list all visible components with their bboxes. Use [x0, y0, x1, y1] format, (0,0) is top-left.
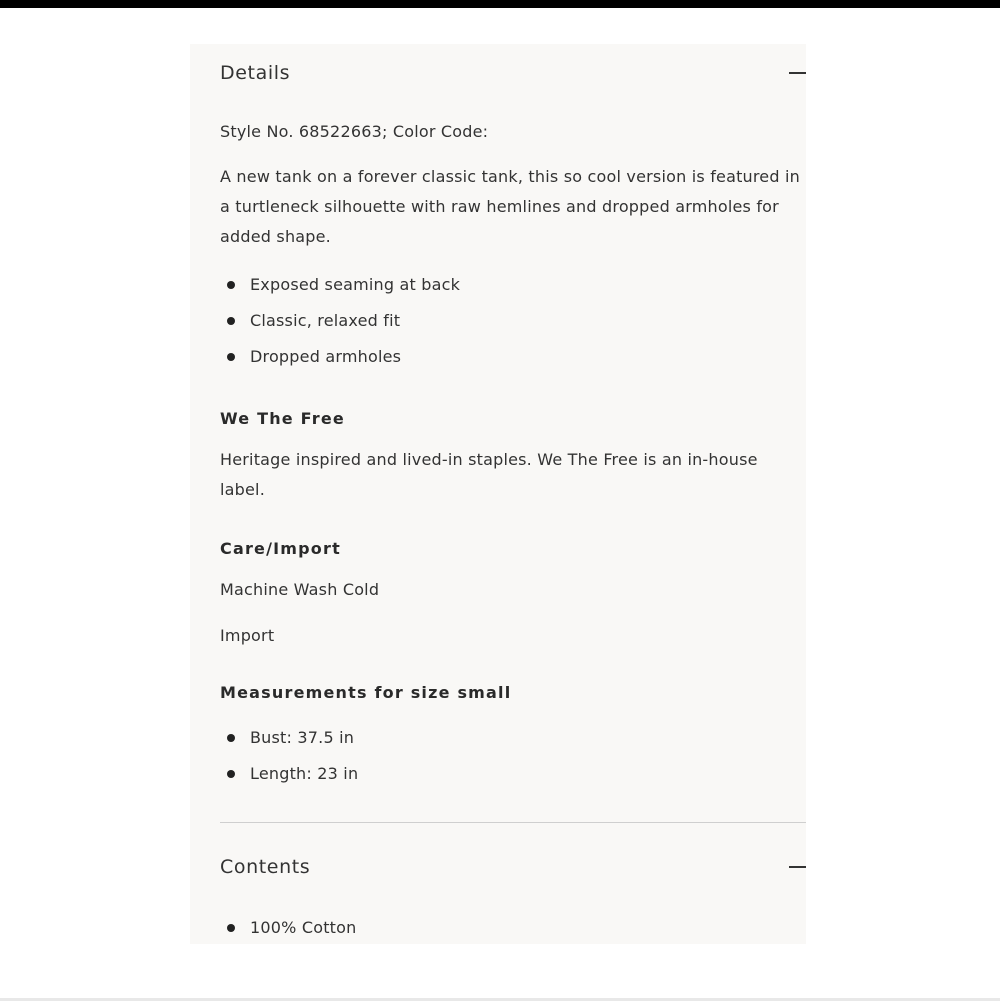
list-item: Exposed seaming at back	[220, 267, 780, 303]
bullet-dot	[227, 281, 235, 289]
care-line: Machine Wash Cold	[220, 580, 380, 599]
list-item: Bust: 37.5 in	[220, 720, 780, 756]
bullet-dot	[227, 734, 235, 742]
section-divider	[220, 822, 806, 823]
product-info-panel	[190, 44, 806, 944]
bullet-dot	[227, 317, 235, 325]
care-heading: Care/Import	[220, 539, 341, 558]
list-item: Classic, relaxed fit	[220, 303, 780, 339]
measurements-list	[220, 720, 780, 792]
measurements-heading: Measurements for size small	[220, 683, 512, 702]
contents-list	[220, 910, 780, 944]
list-item: Dropped armholes	[220, 339, 780, 375]
import-line: Import	[220, 626, 275, 645]
minus-icon[interactable]	[789, 72, 806, 74]
bullet-dot	[227, 924, 235, 932]
product-description: A new tank on a forever classic tank, this so cool version is featured in a turtleneck silhouette with raw hemlines and dropped armholes for added shape.	[220, 167, 800, 246]
top-bar	[0, 0, 1000, 8]
brand-heading: We The Free	[220, 409, 345, 428]
details-title: Details	[220, 62, 291, 84]
list-item: 100% Cotton	[220, 910, 780, 944]
bullet-dot	[227, 770, 235, 778]
style-number: Style No. 68522663; Color Code:	[220, 122, 489, 141]
list-item: Length: 23 in	[220, 756, 780, 792]
contents-accordion-header[interactable]	[220, 847, 806, 887]
feature-list	[220, 267, 780, 375]
contents-title: Contents	[220, 856, 311, 878]
bullet-dot	[227, 353, 235, 361]
brand-description: Heritage inspired and lived-in staples. We The Free is an in-house label.	[220, 450, 758, 499]
details-accordion-header[interactable]	[220, 53, 806, 93]
minus-icon[interactable]	[789, 866, 806, 868]
